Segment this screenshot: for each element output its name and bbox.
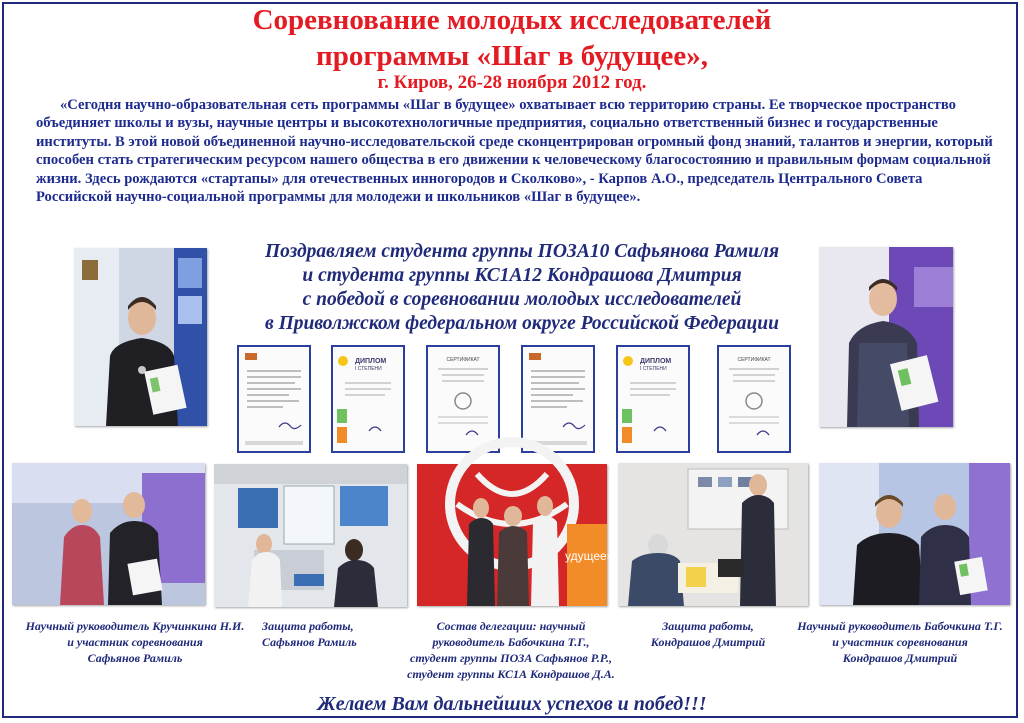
poster-subtitle: программы «Шаг в будущее»,	[316, 40, 708, 72]
document-diploma-2	[616, 345, 690, 453]
diploma-sublabel-2: I СТЕПЕНИ	[640, 366, 667, 372]
caption-3-line-2: руководитель Бабочкина Т.Г.,	[432, 635, 590, 649]
photo-delegation	[417, 464, 614, 606]
caption-4-line-2: Кондрашов Дмитрий	[650, 635, 766, 649]
caption-3-line-4: студент группы КС1А Кондрашов Д.А.	[407, 667, 615, 681]
poster-title: Соревнование молодых исследователей	[252, 4, 772, 36]
closing-wish: Желаем Вам дальнейших успехов и побед!!!	[317, 693, 707, 715]
photo-babochkina-kondrashov	[819, 463, 1010, 605]
caption-photo-2	[262, 618, 392, 650]
congrats-line-1: Поздравляем студента группы ПОЗА10 Сафьянова Рамиля	[265, 241, 779, 262]
caption-photo-1	[4, 618, 266, 666]
caption-photo-3	[396, 618, 626, 682]
diploma-sublabel-1: I СТЕПЕНИ	[355, 366, 382, 372]
congrats-line-2: и студента группы КС1А12 Кондрашова Дмитрия	[302, 265, 742, 286]
caption-5-line-3: Кондрашов Дмитрий	[842, 651, 958, 665]
banner-text: удущее»	[565, 549, 614, 563]
diploma-label-1: ДИПЛОМ	[355, 358, 387, 365]
certificate-label-2: СЕРТИФИКАТ	[737, 357, 771, 363]
diploma-label-2: ДИПЛОМ	[640, 358, 672, 365]
document-certificate-1	[426, 345, 500, 453]
document-letter-1	[237, 345, 311, 453]
congratulations-block	[212, 240, 832, 336]
photo-defense-kondrashov	[618, 463, 808, 606]
document-diploma-1	[331, 345, 405, 453]
caption-4-line-1: Защита работы,	[662, 619, 754, 633]
certificate-label-1: СЕРТИФИКАТ	[446, 357, 480, 363]
photo-kondrashov-portrait	[819, 247, 953, 427]
photo-defense-safyanov	[214, 464, 407, 607]
event-place-date: г. Киров, 26-28 ноября 2012 год.	[377, 72, 647, 93]
congrats-line-3: с победой в соревновании молодых исследователей	[302, 289, 742, 310]
caption-1-line-1: Научный руководитель Кручинкина Н.И.	[25, 619, 245, 633]
caption-1-line-2: и участник соревнования	[67, 635, 203, 649]
document-letter-2	[521, 345, 595, 453]
caption-photo-4	[628, 618, 788, 650]
quote-text: «Сегодня научно-образовательная сеть программы «Шаг в будущее» охватывает всю территорию страны. Ее творческое пространство объединяет школы и вузы, научные центры и высокотехнологичные предприятия, социально ответственный бизнес и государственные институты. В этой новой объединенной научно-исследовательской среде сконцентрирован огромный фонд знаний, талантов и энергии, который способен стать стратегическим ресурсом нашего общества в его движении к человеческому благосостоянию и правильным формам социальной жизни. Здесь рождаются «стартапы» для отечественных инногородов и Сколково», - Карпов А.О., председатель Центрального Совета Российской научно-социальной программы для молодежи и школьников «Шаг в будущее».	[36, 97, 993, 206]
quote-paragraph	[36, 96, 996, 206]
caption-3-line-3: студент группы ПОЗА Сафьянов Р.Р.,	[410, 651, 612, 665]
caption-2-line-2: Сафьянов Рамиль	[262, 635, 357, 649]
document-certificate-2	[717, 345, 791, 453]
caption-3-line-1: Состав делегации: научный	[436, 619, 586, 633]
caption-5-line-1: Научный руководитель Бабочкина Т.Г.	[797, 619, 1003, 633]
photo-safyanov-portrait	[74, 248, 207, 426]
photo-kruchinkina-safyanov	[12, 463, 205, 605]
caption-photo-5	[780, 618, 1020, 666]
congrats-line-4: в Приволжском федеральном округе Российской Федерации	[265, 313, 779, 334]
caption-5-line-2: и участник соревнования	[832, 635, 968, 649]
caption-1-line-3: Сафьянов Рамиль	[87, 651, 183, 665]
caption-2-line-1: Защита работы,	[262, 619, 354, 633]
